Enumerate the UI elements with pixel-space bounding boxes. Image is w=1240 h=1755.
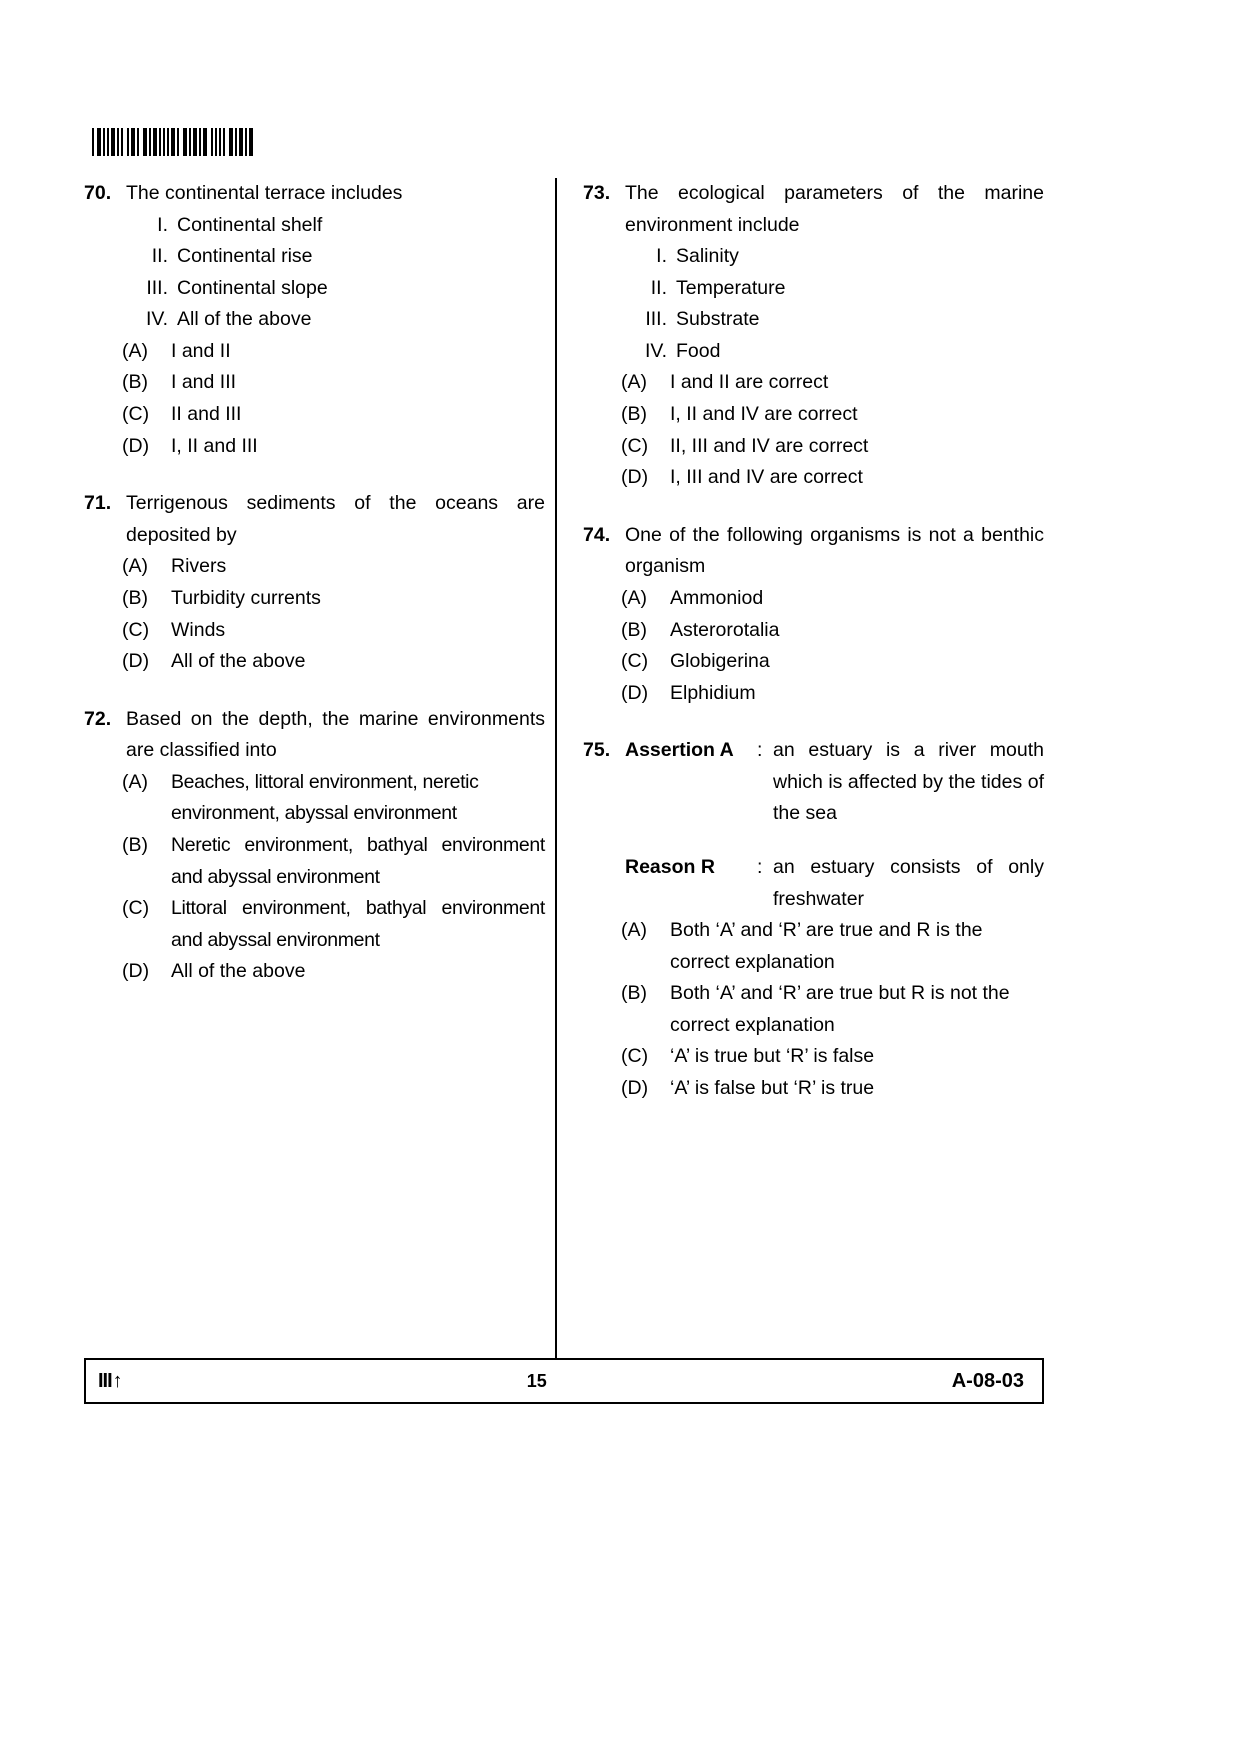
assertion-label: Assertion A	[625, 739, 734, 762]
roman-text: Substrate	[676, 308, 760, 331]
question-73-header	[583, 178, 1044, 241]
barcode-image	[92, 128, 257, 156]
option-d[interactable]	[583, 462, 1044, 494]
question-75	[583, 735, 1044, 1104]
question-70-options	[84, 336, 545, 462]
option-text: All of the above	[171, 960, 306, 983]
question-70	[84, 178, 545, 462]
option-label: (A)	[122, 339, 148, 362]
roman-item	[583, 273, 1044, 305]
question-74-number: 74.	[583, 523, 611, 546]
up-arrow-icon: ↑	[112, 1369, 122, 1392]
option-text: I and III	[171, 371, 237, 394]
option-label: (B)	[621, 618, 647, 641]
question-72-header	[84, 704, 545, 767]
question-75-options	[583, 915, 1044, 1104]
roman-label: IV.	[145, 308, 168, 331]
option-label: (D)	[122, 434, 150, 457]
question-74-stem: One of the following organisms is not a benthic organism	[625, 523, 1044, 578]
roman-text: Continental shelf	[177, 213, 323, 236]
option-label: (C)	[621, 650, 649, 673]
option-label: (D)	[621, 466, 649, 489]
option-d[interactable]	[583, 1073, 1044, 1105]
option-a[interactable]	[583, 915, 1044, 978]
roman-text: Food	[676, 339, 721, 362]
assertion-colon: :	[757, 739, 763, 762]
option-text: I and II are correct	[670, 371, 829, 394]
paper-code: A-08-03	[951, 1369, 1024, 1392]
question-73-number: 73.	[583, 182, 611, 204]
option-label: (D)	[621, 681, 649, 704]
roman-label: I.	[656, 245, 667, 268]
option-label: (A)	[621, 371, 647, 394]
roman-label: I.	[157, 213, 168, 236]
option-label: (A)	[122, 770, 148, 793]
option-b[interactable]	[583, 399, 1044, 431]
question-74-options	[583, 583, 1044, 709]
reason-text: an estuary consists of only freshwater	[773, 855, 1044, 910]
question-73-options	[583, 367, 1044, 493]
roman-item	[84, 210, 545, 242]
option-c[interactable]	[583, 646, 1044, 678]
option-label: (B)	[621, 982, 647, 1005]
roman-item	[84, 273, 545, 305]
question-75-reason-row	[583, 852, 1044, 915]
option-b[interactable]	[583, 978, 1044, 1041]
option-text: I, II and III	[171, 434, 258, 457]
roman-text: Continental rise	[177, 245, 313, 268]
option-b[interactable]	[583, 615, 1044, 647]
option-label: (D)	[122, 650, 150, 673]
option-d[interactable]	[84, 431, 545, 463]
question-75-assertion-row	[583, 735, 1044, 830]
option-label: (C)	[621, 434, 649, 457]
option-label: (B)	[122, 586, 148, 609]
option-d[interactable]	[583, 678, 1044, 710]
option-c[interactable]	[583, 1041, 1044, 1073]
option-c[interactable]	[84, 399, 545, 431]
option-label: (C)	[122, 618, 150, 641]
option-label: (D)	[122, 960, 150, 983]
question-72	[84, 704, 545, 988]
question-72-stem: Based on the depth, the marine environments are classified into	[126, 707, 545, 762]
option-text: Globigerina	[670, 650, 770, 673]
reason-colon: :	[757, 855, 763, 878]
question-73-roman-list	[583, 241, 1044, 367]
roman-item	[583, 336, 1044, 368]
option-text: I, II and IV are correct	[670, 403, 858, 426]
option-label: (B)	[122, 371, 148, 394]
option-text: II and III	[171, 403, 242, 426]
option-text: ‘A’ is false but ‘R’ is true	[670, 1077, 875, 1100]
option-b[interactable]	[84, 583, 545, 615]
question-72-number: 72.	[84, 707, 112, 730]
question-71-stem: Terrigenous sediments of the oceans are deposited by	[126, 492, 545, 546]
option-a[interactable]	[84, 336, 545, 368]
question-70-roman-list	[84, 210, 545, 336]
option-label: (C)	[621, 1045, 649, 1068]
option-text: Rivers	[171, 555, 227, 578]
roman-item	[84, 304, 545, 336]
option-text: Both ‘A’ and ‘R’ are true but R is not the correct explanation	[670, 982, 1010, 1036]
option-text: Beaches, littoral environment, neretic environment, abyssal environment	[171, 770, 479, 825]
option-b[interactable]	[84, 367, 545, 399]
left-column	[84, 178, 555, 1358]
footer-marks	[86, 1370, 122, 1393]
option-text: I and II	[171, 339, 231, 362]
option-text: Asterorotalia	[670, 618, 780, 641]
question-70-stem: The continental terrace includes	[126, 182, 403, 204]
option-text: All of the above	[171, 650, 306, 673]
question-70-header	[84, 178, 545, 210]
option-label: (A)	[621, 586, 647, 609]
assertion-text: an estuary is a river mouth which is affected by the tides of the sea	[773, 739, 1044, 825]
question-71	[84, 488, 545, 677]
roman-label: II.	[650, 276, 667, 299]
reason-label: Reason R	[625, 855, 715, 878]
roman-item	[84, 241, 545, 273]
question-71-options	[84, 551, 545, 677]
option-a[interactable]	[583, 367, 1044, 399]
option-label: (D)	[621, 1077, 649, 1100]
roman-text: Continental slope	[177, 276, 328, 299]
question-columns	[84, 178, 1044, 1358]
question-73	[583, 178, 1044, 494]
option-text: Turbidity currents	[171, 586, 321, 609]
option-a[interactable]	[84, 767, 545, 830]
question-71-number: 71.	[84, 492, 112, 515]
option-text: Winds	[171, 618, 226, 641]
option-a[interactable]	[84, 551, 545, 583]
option-text: I, III and IV are correct	[670, 466, 863, 489]
option-label: (A)	[621, 919, 647, 942]
question-74	[583, 520, 1044, 709]
roman-item	[583, 304, 1044, 336]
option-a[interactable]	[583, 583, 1044, 615]
roman-label: III.	[645, 308, 667, 331]
roman-text: Salinity	[676, 245, 739, 268]
roman-text: All of the above	[177, 308, 312, 331]
option-label: (B)	[621, 403, 647, 426]
question-71-header	[84, 488, 545, 551]
option-text: ‘A’ is true but ‘R’ is false	[670, 1045, 875, 1068]
option-label: (C)	[122, 897, 150, 920]
question-72-options	[84, 767, 545, 988]
page-number: 15	[526, 1370, 547, 1391]
option-text: II, III and IV are correct	[670, 434, 869, 457]
option-text: Ammoniod	[670, 586, 764, 609]
page-footer	[84, 1358, 1044, 1404]
footer-bars-glyph: III	[98, 1369, 112, 1392]
option-text: Littoral environment, bathyal environment and abyssal environment	[171, 897, 545, 951]
option-d[interactable]	[84, 646, 545, 678]
option-text: Both ‘A’ and ‘R’ are true and R is the correct explanation	[670, 919, 983, 973]
option-c[interactable]	[84, 615, 545, 647]
question-74-header	[583, 520, 1044, 583]
option-label: (B)	[122, 833, 148, 856]
option-label: (A)	[122, 555, 148, 578]
roman-label: IV.	[644, 339, 667, 362]
option-c[interactable]	[583, 431, 1044, 463]
roman-text: Temperature	[676, 276, 786, 299]
right-column	[557, 178, 1044, 1358]
question-70-number: 70.	[84, 182, 112, 204]
option-c[interactable]	[84, 893, 545, 956]
option-text: Elphidium	[670, 681, 756, 704]
assertion-reason-gap	[583, 830, 1044, 852]
roman-label: III.	[146, 276, 168, 299]
option-text: Neretic environment, bathyal environment and abyssal environment	[171, 833, 545, 888]
question-73-stem: The ecological parameters of the marine environment include	[625, 182, 1044, 236]
option-label: (C)	[122, 403, 150, 426]
option-b[interactable]	[84, 830, 545, 893]
roman-label: II.	[151, 245, 168, 268]
roman-item	[583, 241, 1044, 273]
question-75-number: 75.	[583, 739, 611, 762]
option-d[interactable]	[84, 956, 545, 988]
